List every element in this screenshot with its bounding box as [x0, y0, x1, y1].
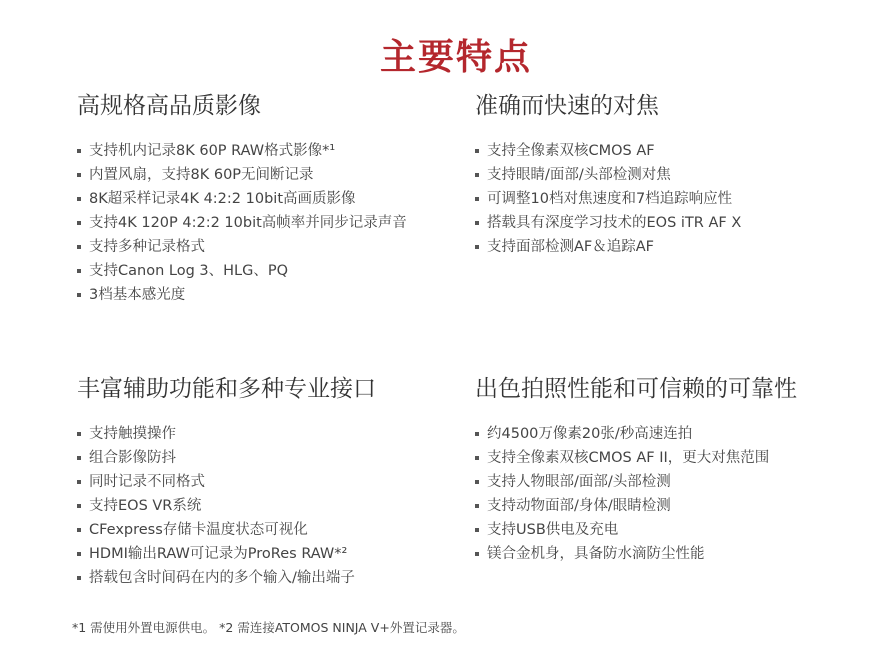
bullet-icon — [77, 149, 81, 153]
list-item: 支持面部检测AF＆追踪AF — [475, 235, 872, 259]
feature-section-image-quality — [77, 91, 477, 307]
bullet-icon — [475, 528, 479, 532]
section-heading: 高规格高品质影像 — [77, 93, 261, 119]
feature-section-autofocus — [475, 91, 872, 259]
list-item: 搭载具有深度学习技术的EOS iTR AF X — [475, 211, 872, 235]
list-item: HDMI输出RAW可记录为ProRes RAW*² — [77, 542, 477, 566]
list-item: 内置风扇，支持8K 60P无间断记录 — [77, 163, 477, 187]
bullet-icon — [77, 432, 81, 436]
bullet-icon — [77, 576, 81, 580]
list-item: 支持全像素双核CMOS AF — [475, 139, 872, 163]
feature-section-interfaces — [77, 374, 477, 590]
page-title: 主要特点 — [379, 37, 532, 79]
bullet-icon — [77, 269, 81, 273]
list-item: 可调整10档对焦速度和7档追踪响应性 — [475, 187, 872, 211]
bullet-icon — [77, 221, 81, 225]
bullet-icon — [77, 480, 81, 484]
list-item: 同时记录不同格式 — [77, 470, 477, 494]
feature-list — [475, 422, 872, 566]
bullet-icon — [475, 552, 479, 556]
list-item: 组合影像防抖 — [77, 446, 477, 470]
list-item: 镁合金机身，具备防水滴防尘性能 — [475, 542, 872, 566]
section-heading: 准确而快速的对焦 — [475, 93, 659, 119]
section-heading: 丰富辅助功能和多种专业接口 — [77, 376, 376, 402]
bullet-icon — [475, 456, 479, 460]
bullet-icon — [475, 149, 479, 153]
bullet-icon — [77, 456, 81, 460]
list-item: 支持EOS VR系统 — [77, 494, 477, 518]
bullet-icon — [475, 480, 479, 484]
list-item: CFexpress存储卡温度状态可视化 — [77, 518, 477, 542]
bullet-icon — [475, 245, 479, 249]
feature-section-photo-reliability — [475, 374, 872, 566]
list-item: 支持4K 120P 4:2:2 10bit高帧率并同步记录声音 — [77, 211, 477, 235]
bullet-icon — [475, 197, 479, 201]
feature-list — [475, 139, 872, 259]
feature-list — [77, 139, 477, 307]
bullet-icon — [475, 432, 479, 436]
list-item: 支持Canon Log 3、HLG、PQ — [77, 259, 477, 283]
bullet-icon — [475, 221, 479, 225]
bullet-icon — [475, 173, 479, 177]
list-item: 支持眼睛/面部/头部检测对焦 — [475, 163, 872, 187]
footnote: *1 需使用外置电源供电。 *2 需连接ATOMOS NINJA V+外置记录器。 — [72, 620, 465, 635]
list-item: 支持触摸操作 — [77, 422, 477, 446]
list-item: 支持多种记录格式 — [77, 235, 477, 259]
feature-list — [77, 422, 477, 590]
bullet-icon — [77, 197, 81, 201]
section-heading: 出色拍照性能和可信赖的可靠性 — [475, 376, 797, 402]
bullet-icon — [77, 504, 81, 508]
list-item: 支持人物眼部/面部/头部检测 — [475, 470, 872, 494]
list-item: 支持USB供电及充电 — [475, 518, 872, 542]
bullet-icon — [77, 293, 81, 297]
list-item: 支持全像素双核CMOS AF II，更大对焦范围 — [475, 446, 872, 470]
bullet-icon — [77, 552, 81, 556]
bullet-icon — [475, 504, 479, 508]
bullet-icon — [77, 245, 81, 249]
bullet-icon — [77, 528, 81, 532]
list-item: 搭载包含时间码在内的多个输入/输出端子 — [77, 566, 477, 590]
list-item: 支持机内记录8K 60P RAW格式影像*¹ — [77, 139, 477, 163]
bullet-icon — [77, 173, 81, 177]
list-item: 支持动物面部/身体/眼睛检测 — [475, 494, 872, 518]
list-item: 8K超采样记录4K 4:2:2 10bit高画质影像 — [77, 187, 477, 211]
list-item: 约4500万像素20张/秒高速连拍 — [475, 422, 872, 446]
list-item: 3档基本感光度 — [77, 283, 477, 307]
